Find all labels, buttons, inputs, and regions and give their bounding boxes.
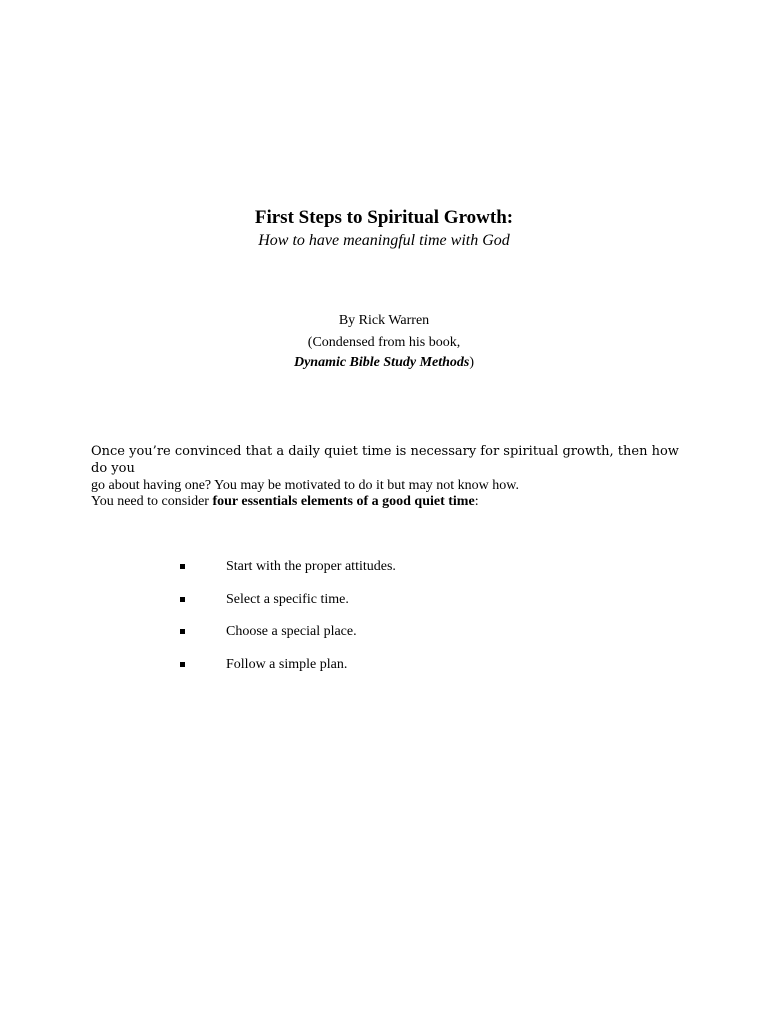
source-note-prefix: (Condensed from his book, <box>307 335 461 350</box>
source-note <box>0 333 768 373</box>
essentials-paragraph <box>91 492 691 512</box>
book-title: Dynamic Bible Study Methods <box>293 355 470 370</box>
square-bullet-icon <box>180 597 185 602</box>
essentials-bold: four essentials elements of a good quiet time <box>212 494 475 509</box>
intro-paragraph-line-2: go about having one? You may be motivated to do it but may not know how. <box>91 478 519 493</box>
list-item <box>178 557 598 590</box>
list-item <box>178 590 598 623</box>
intro-paragraph-line-1: Once you’re convinced that a daily quiet time is necessary for spiritual growth, then how do you <box>91 444 679 476</box>
square-bullet-icon <box>180 564 185 569</box>
square-bullet-icon <box>180 629 185 634</box>
essentials-suffix: : <box>474 494 479 509</box>
list-item <box>178 655 598 688</box>
list-item-text: Follow a simple plan. <box>226 656 348 672</box>
essentials-prefix: You need to consider <box>91 494 213 509</box>
source-note-suffix: ) <box>469 355 475 370</box>
list-item-text: Select a specific time. <box>226 591 349 607</box>
list-item <box>178 622 598 655</box>
list-item-text: Choose a special place. <box>226 624 357 639</box>
square-bullet-icon <box>180 662 185 667</box>
document-subtitle: How to have meaningful time with God <box>258 232 510 249</box>
author-byline: By Rick Warren <box>338 313 430 328</box>
list-item-text: Start with the proper attitudes. <box>226 559 396 574</box>
intro-paragraph <box>91 443 691 494</box>
essentials-list <box>178 557 598 687</box>
document-title: First Steps to Spiritual Growth: <box>254 207 514 228</box>
source-book-line <box>0 353 768 373</box>
